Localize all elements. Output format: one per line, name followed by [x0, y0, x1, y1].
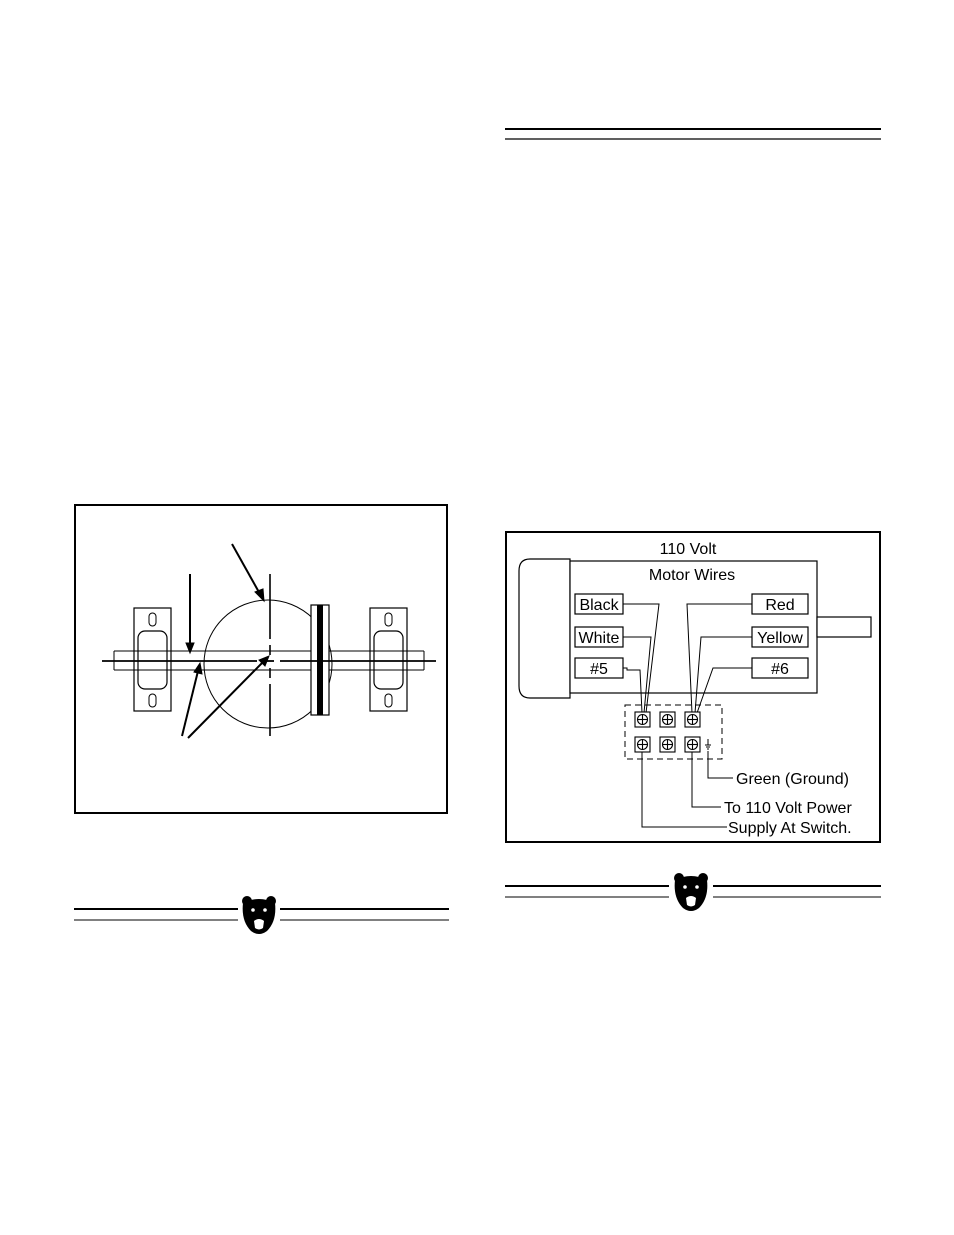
terminal-screws — [635, 712, 700, 752]
wiring-diagram-figure — [505, 531, 881, 843]
motor-wires-label: Motor Wires — [648, 567, 736, 584]
motor-end-cap — [519, 559, 570, 698]
voltage-title: 110 Volt — [659, 541, 717, 558]
left-bearing-block — [134, 608, 171, 711]
pulley-flange — [311, 605, 329, 715]
wire-label-black: Black — [579, 597, 619, 614]
right-bearing-block — [370, 608, 407, 711]
ground-label: Green (Ground) — [736, 771, 849, 788]
wire-label-5: #5 — [590, 661, 608, 678]
shaft-alignment-figure — [74, 504, 448, 814]
power-label: To 110 Volt Power — [724, 800, 852, 817]
ground-symbol-icon — [705, 739, 711, 749]
wire-label-6: #6 — [771, 661, 789, 678]
motor-shaft — [817, 617, 871, 637]
output-wires — [642, 751, 733, 827]
switch-label: Supply At Switch. — [728, 820, 852, 837]
wire-label-white: White — [578, 630, 620, 647]
section-divider-right — [505, 870, 881, 915]
wire-label-yellow: Yellow — [757, 630, 803, 647]
bear-logo-icon — [242, 896, 276, 934]
bear-logo-icon — [674, 873, 708, 911]
wire-label-red: Red — [765, 597, 795, 614]
section-divider-left — [74, 893, 449, 938]
section-header-rule — [505, 127, 881, 142]
